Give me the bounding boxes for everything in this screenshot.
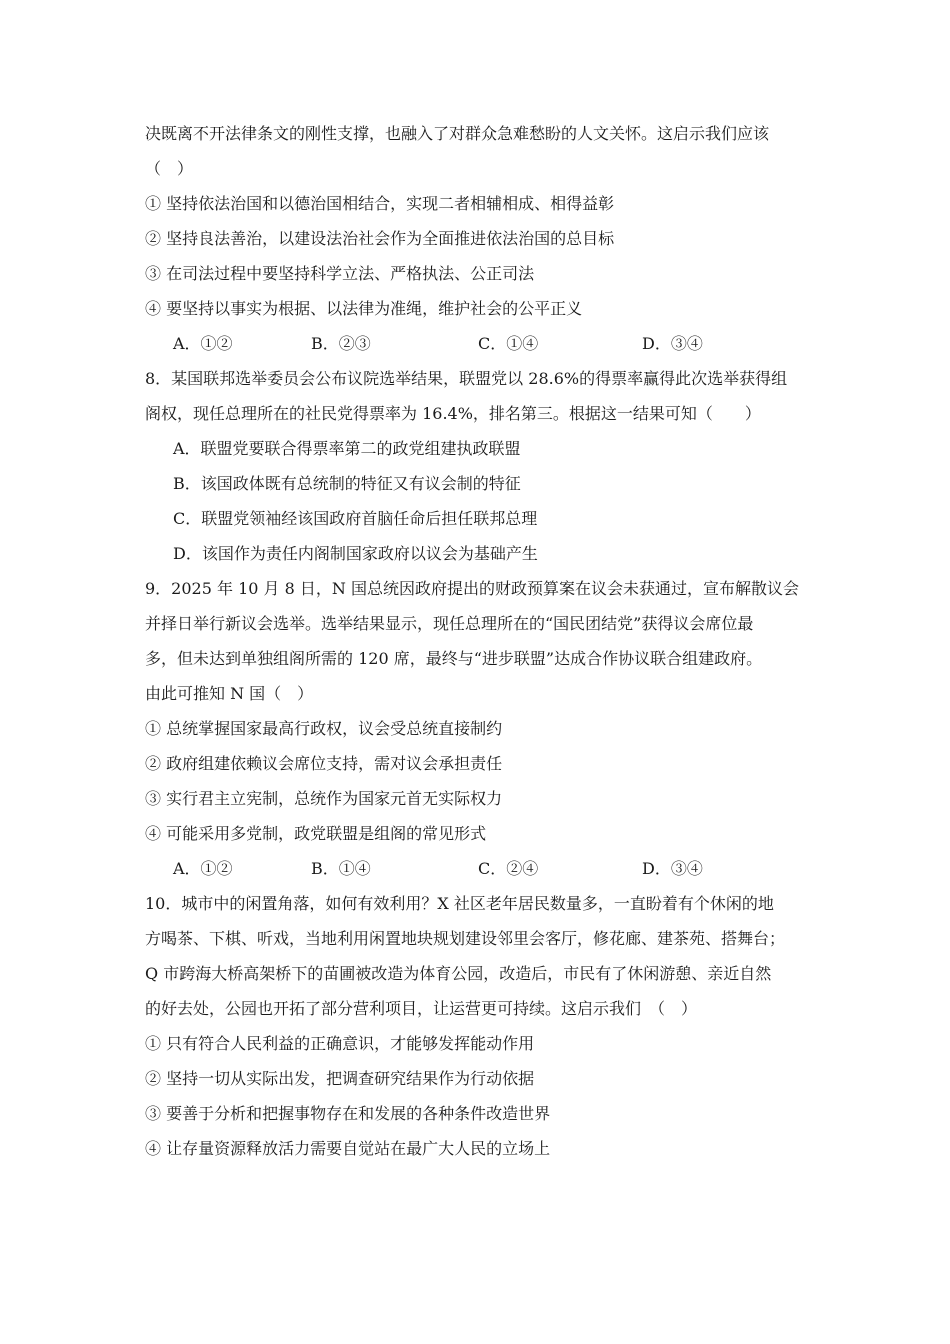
statement-item: ③ 要善于分析和把握事物存在和发展的各种条件改造世界 [145, 1104, 551, 1123]
option-c: C．②④ [478, 859, 539, 878]
statement-item: ④ 可能采用多党制，政党联盟是组阁的常见形式 [145, 824, 487, 843]
question-stem-line: 决既离不开法律条文的刚性支撑，也融入了对群众急难愁盼的人文关怀。这启示我们应该 [145, 124, 770, 143]
statement-item: ③ 实行君主立宪制，总统作为国家元首无实际权力 [145, 789, 503, 808]
question-9 [145, 579, 815, 894]
statement-item: ② 坚持一切从实际出发，把调查研究结果作为行动依据 [145, 1069, 535, 1088]
exam-page [145, 124, 815, 1174]
statement-item: ③ 在司法过程中要坚持科学立法、严格执法、公正司法 [145, 264, 535, 283]
question-stem-line: 10．城市中的闲置角落，如何有效利用？X 社区老年居民数量多，一直盼着有个休闲的地 [145, 894, 774, 913]
question-stem-line: 阁权，现任总理所在的社民党得票率为 16.4%，排名第三。根据这一结果可知（ ） [145, 404, 761, 423]
question-8 [145, 369, 815, 579]
question-stem-line: Q 市跨海大桥高架桥下的苗圃被改造为体育公园，改造后，市民有了休闲游憩、亲近自然 [145, 964, 772, 983]
statement-item: ④ 让存量资源释放活力需要自觉站在最广大人民的立场上 [145, 1139, 551, 1158]
answer-options-row [145, 859, 815, 894]
statement-item: ② 政府组建依赖议会席位支持，需对议会承担责任 [145, 754, 503, 773]
option-a: A．①② [173, 859, 233, 878]
option-a: A．联盟党要联合得票率第二的政党组建执政联盟 [173, 439, 521, 458]
statement-item: ① 坚持依法治国和以德治国相结合，实现二者相辅相成、相得益彰 [145, 194, 615, 213]
option-b: B．该国政体既有总统制的特征又有议会制的特征 [173, 474, 521, 493]
question-stem-line: 多，但未达到单独组阁所需的 120 席，最终与“进步联盟”达成合作协议联合组建政府。 [145, 649, 763, 668]
statement-item: ① 总统掌握国家最高行政权，议会受总统直接制约 [145, 719, 503, 738]
option-b: B．②③ [311, 334, 371, 353]
question-10 [145, 894, 815, 1174]
statement-item: ① 只有符合人民利益的正确意识，才能够发挥能动作用 [145, 1034, 535, 1053]
question-stem-line: 9．2025 年 10 月 8 日，N 国总统因政府提出的财政预算案在议会未获通过，宣布解散议会 [145, 579, 799, 598]
question-stem-line: 由此可推知 N 国（ ） [145, 684, 314, 703]
option-d: D．该国作为责任内阁制国家政府以议会为基础产生 [173, 544, 538, 563]
statement-item: ④ 要坚持以事实为根据、以法律为准绳，维护社会的公平正义 [145, 299, 583, 318]
question-stem-line: 方喝茶、下棋、听戏，当地利用闲置地块规划建设邻里会客厅，修花廊、建茶苑、搭舞台； [145, 929, 786, 948]
question-stem-line: （ ） [145, 159, 194, 178]
option-d: D．③④ [642, 859, 703, 878]
option-c: C．联盟党领袖经该国政府首脑任命后担任联邦总理 [173, 509, 538, 528]
answer-options-row [145, 334, 815, 369]
question-stem-line: 8．某国联邦选举委员会公布议院选举结果，联盟党以 28.6%的得票率赢得此次选举获得组 [145, 369, 788, 388]
question-stem-line: 并择日举行新议会选举。选举结果显示，现任总理所在的“国民团结党”获得议会席位最 [145, 614, 754, 633]
option-a: A．①② [173, 334, 233, 353]
question-stem-line: 的好去处，公园也开拓了部分营利项目，让运营更可持续。这启示我们 （ ） [145, 999, 698, 1018]
option-b: B．①④ [311, 859, 371, 878]
option-c: C．①④ [478, 334, 539, 353]
option-d: D．③④ [642, 334, 703, 353]
statement-item: ② 坚持良法善治，以建设法治社会作为全面推进依法治国的总目标 [145, 229, 615, 248]
question-7 [145, 124, 815, 369]
